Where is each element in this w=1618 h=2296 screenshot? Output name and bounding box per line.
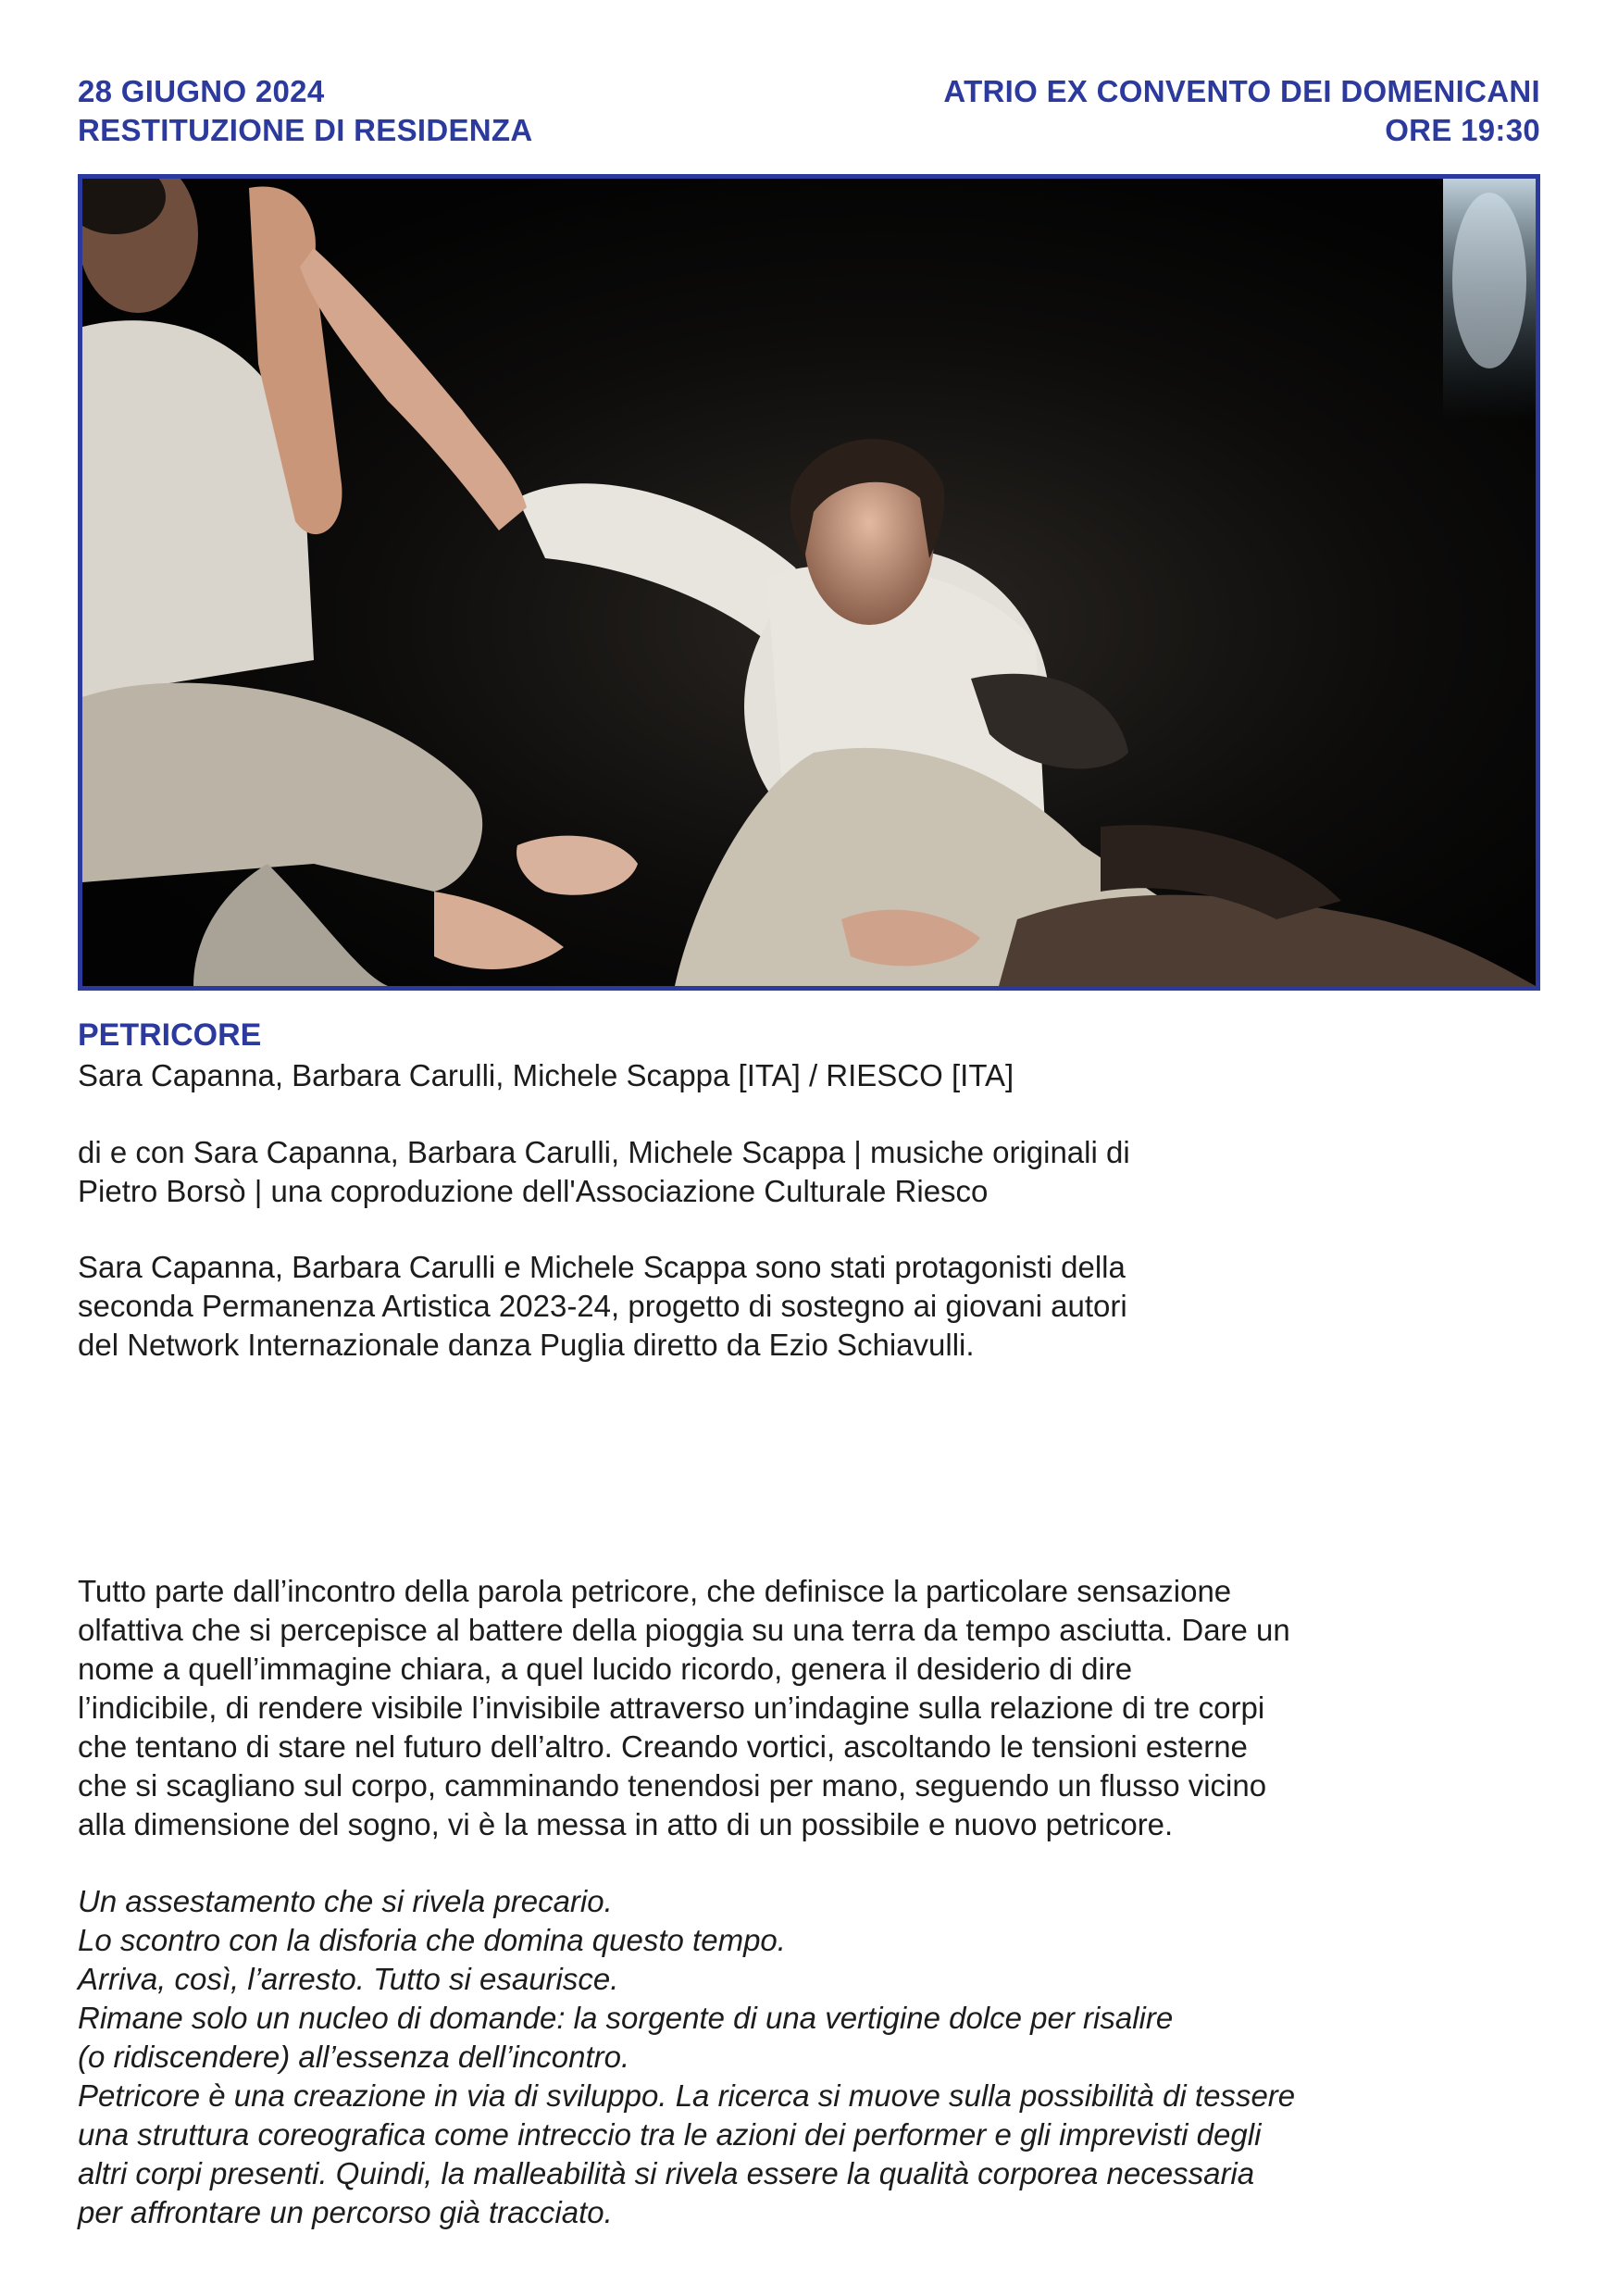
credits-line: di e con Sara Capanna, Barbara Carulli, Michele Scappa | musiche originali di <box>78 1135 1130 1169</box>
poem-line: Un assestamento che si rivela precario. <box>78 1884 613 1918</box>
description-line: nome a quell’immagine chiara, a quel lucido ricordo, genera il desiderio di dire <box>78 1652 1133 1686</box>
header-right <box>943 72 1540 150</box>
about-line: seconda Permanenza Artistica 2023-24, progetto di sostegno ai giovani autori <box>78 1289 1127 1323</box>
show-authors: Sara Capanna, Barbara Carulli, Michele Scappa [ITA] / RIESCO [ITA] <box>78 1058 1014 1092</box>
description-line: olfattiva che si percepisce al battere della pioggia su una terra da tempo asciutta. Dare un <box>78 1613 1290 1647</box>
header-left <box>78 72 533 150</box>
description-paragraph <box>78 1572 1550 1844</box>
description-line: l’indicibile, di rendere visibile l’invisibile attraverso un’indagine sulla relazione di tre corpi <box>78 1691 1265 1725</box>
poem-line: Arriva, così, l’arresto. Tutto si esaurisce. <box>78 1962 619 1996</box>
poem-line: una struttura coreografica come intreccio tra le azioni dei performer e gli imprevisti degli <box>78 2117 1262 2152</box>
about-line: Sara Capanna, Barbara Carulli e Michele Scappa sono stati protagonisti della <box>78 1250 1126 1284</box>
poem-paragraph <box>78 1882 1550 2232</box>
description-line: Tutto parte dall’incontro della parola petricore, che definisce la particolare sensazione <box>78 1574 1232 1608</box>
about-line: del Network Internazionale danza Puglia diretto da Ezio Schiavulli. <box>78 1328 975 1362</box>
poem-line: per affrontare un percorso già tracciato. <box>78 2195 613 2229</box>
event-time: ORE 19:30 <box>1385 113 1540 147</box>
description-line: alla dimensione del sogno, vi è la messa in atto di un possibile e nuovo petricore. <box>78 1807 1174 1841</box>
event-venue: ATRIO EX CONVENTO DEI DOMENICANI <box>943 74 1540 108</box>
performance-photo <box>78 174 1540 991</box>
dancers-illustration <box>82 179 1536 986</box>
event-date: 28 GIUGNO 2024 <box>78 74 325 108</box>
poem-line: Rimane solo un nucleo di domande: la sorgente di una vertigine dolce per risalire <box>78 2001 1174 2035</box>
description-line: che si scagliano sul corpo, camminando tenendosi per mano, seguendo un flusso vicino <box>78 1768 1267 1803</box>
show-title: PETRICORE <box>78 1017 262 1053</box>
poem-line: (o ridiscendere) all’essenza dell’incontro. <box>78 2040 630 2074</box>
event-type: RESTITUZIONE DI RESIDENZA <box>78 113 533 147</box>
credits-paragraph <box>78 1133 1392 1211</box>
about-paragraph <box>78 1248 1392 1365</box>
credits-line: Pietro Borsò | una coproduzione dell'Associazione Culturale Riesco <box>78 1174 989 1208</box>
poem-line: altri corpi presenti. Quindi, la malleabilità si rivela essere la qualità corporea necessaria <box>78 2156 1255 2190</box>
poem-line: Lo scontro con la disforia che domina questo tempo. <box>78 1923 786 1957</box>
description-line: che tentano di stare nel futuro dell’altro. Creando vortici, ascoltando le tensioni esterne <box>78 1729 1248 1764</box>
poem-line: Petricore è una creazione in via di sviluppo. La ricerca si muove sulla possibilità di tessere <box>78 2078 1296 2113</box>
